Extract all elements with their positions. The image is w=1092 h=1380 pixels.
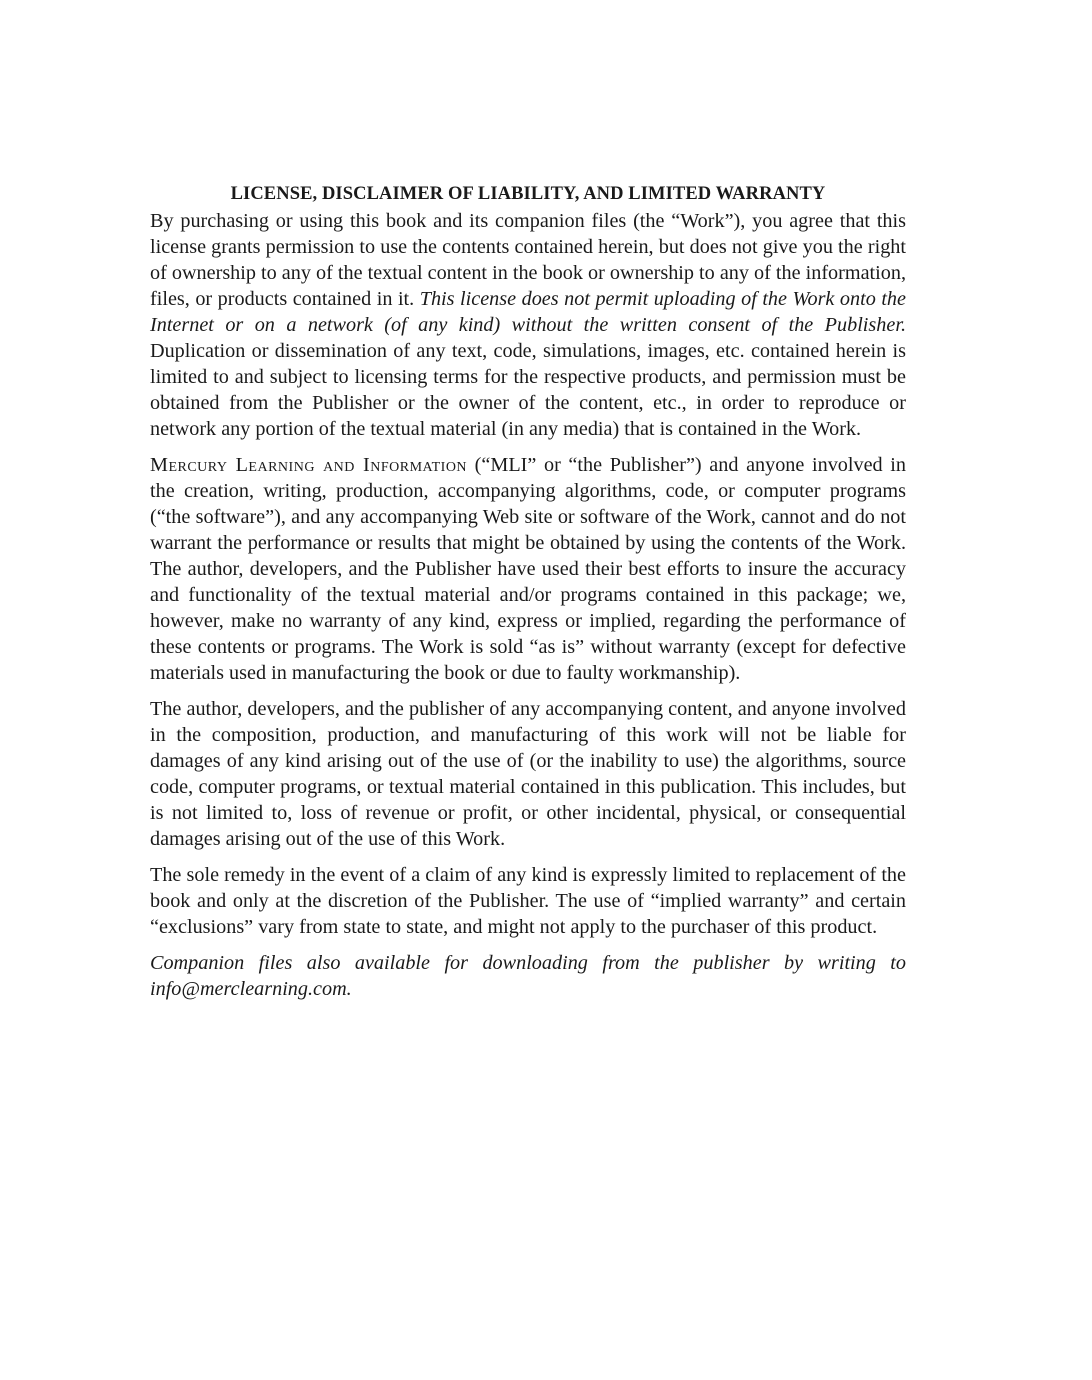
paragraph-license [150, 208, 906, 442]
license-page [150, 181, 906, 1012]
paragraph-disclaimer-text: (“MLI” or “the Publisher”) and anyone involved in the creation, writing, production, accompanying algorithms, code, or computer programs (“the software”), and any accompanying Web site or software of the Work, cannot and do not warrant the performance or results that might be obtained by using the contents of the Work. The author, developers, and the Publisher have used their best efforts to insure the accuracy and functionality of the textual material and/or programs contained in this package; we, however, make no warranty of any kind, express or implied, regarding the performance of these contents or programs. The Work is sold “as is” without warranty (except for defective materials used in manufacturing the book or due to faulty workmanship). [150, 454, 906, 684]
publisher-name: Mercury Learning and Information [150, 454, 468, 476]
paragraph-license-text-after: Duplication or dissemination of any text, code, simulations, images, etc. contained herein is limited to and subject to licensing terms for the respective products, and permission must be obtained from the Publisher or the owner of the content, etc., in order to reproduce or network any portion of the textual material (in any media) that is contained in the Work. [150, 340, 906, 440]
companion-files-note: Companion files also available for downloading from the publisher by writing to info@merclearning.com. [150, 952, 906, 1000]
paragraph-license-text: By purchasing or using this book and its companion files (the “Work”), you agree that this license grants permission to use the contents contained herein, but does not give you the right of ownership to any of the textual content in the book or ownership to any of the information, files, or products contained in it. [150, 210, 906, 310]
page-title: LICENSE, DISCLAIMER OF LIABILITY, AND LIMITED WARRANTY [230, 184, 826, 204]
paragraph-liability: The author, developers, and the publisher of any accompanying content, and anyone involved in the composition, production, and manufacturing of this work will not be liable for damages of any kind arising out of the use of (or the inability to use) the algorithms, source code, computer programs, or textual material contained in this publication. This includes, but is not limited to, loss of revenue or profit, or other incidental, physical, or consequential damages arising out of the use of this Work. [150, 698, 906, 850]
paragraph-disclaimer [150, 452, 906, 686]
paragraph-companion-files [150, 950, 906, 1002]
paragraph-license-italic: This license does not permit uploading of the Work onto the Internet or on a network (of any kind) without the written consent of the Publisher. [150, 288, 906, 336]
paragraph-remedy: The sole remedy in the event of a claim of any kind is expressly limited to replacement of the book and only at the discretion of the Publisher. The use of “implied warranty” and certain “exclusions” vary from state to state, and might not apply to the purchaser of this product. [150, 864, 906, 938]
